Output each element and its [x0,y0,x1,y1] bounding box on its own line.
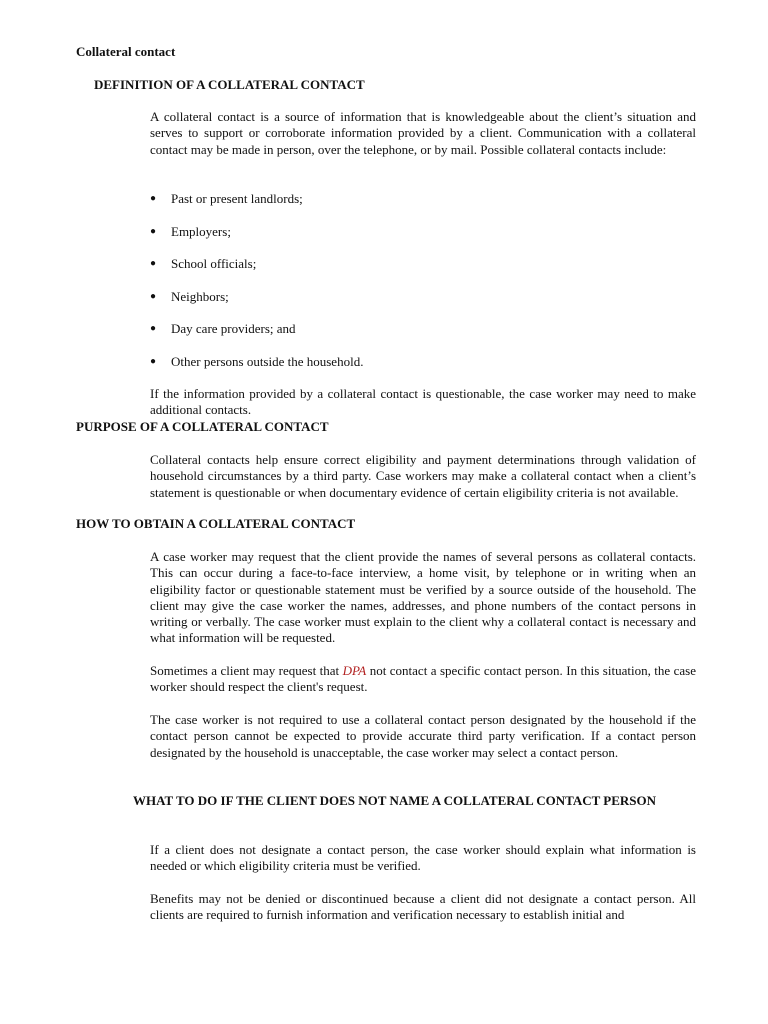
bullet-icon: ● [150,225,157,237]
how-to-paragraph-3: The case worker is not required to use a collateral contact person designated by the household if the contact person cannot be expected to provide accurate third party verification. If a contact person designated by the household is unacceptable, the case worker may select a contact person. [150,712,696,760]
list-item: ● Employers; [150,223,231,239]
purpose-heading: PURPOSE OF A COLLATERAL CONTACT [76,419,329,434]
list-item: ● School officials; [150,256,257,272]
list-item: ● Day care providers; and [150,321,296,337]
collateral-contact-list [150,191,363,387]
definition-intro: A collateral contact is a source of information that is knowledgeable about the client’s situation and serves to support or corroborate information provided by a client. Communication with a collateral contact may be made in person, over the telephone, or by mail. Possible collateral contacts include: [150,109,696,157]
bullet-icon: ● [150,290,157,302]
list-item: ● Other persons outside the household. [150,353,364,369]
bullet-icon: ● [150,193,157,204]
definition-heading: DEFINITION OF A COLLATERAL CONTACT [94,77,365,92]
no-name-heading: WHAT TO DO IF THE CLIENT DOES NOT NAME A COLLATERAL CONTACT PERSON [133,793,657,808]
list-item: ● Neighbors; [150,288,229,304]
bullet-icon: ● [150,258,157,270]
definition-closing: If the information provided by a collateral contact is questionable, the case worker may need to make additional contacts. [150,386,696,418]
how-to-paragraph-2: Sometimes a client may request that DPA not contact a specific contact person. In this situation, the case worker should respect the client's request. [150,663,696,695]
how-to-heading: HOW TO OBTAIN A COLLATERAL CONTACT [76,516,356,531]
dpa-link[interactable]: DPA [342,663,367,678]
document-title: Collateral contact [76,44,176,59]
list-item: ● Past or present landlords; [150,191,303,206]
purpose-text: Collateral contacts help ensure correct eligibility and payment determinations through validation of household circumstances by a third party. Case workers may make a collateral contact when a client’s statement is questionable or when documentary evidence of certain eligibility criteria is not available. [150,452,696,500]
bullet-icon: ● [150,355,157,367]
how-to-paragraph-1: A case worker may request that the client provide the names of several persons as collateral contacts. This can occur during a face-to-face interview, a home visit, by telephone or in writing when an eligibility factor or questionable statement must be verified by a source outside of the household. The client may give the case worker the names, addresses, and phone numbers of the contact persons in writing or verbally. The case worker must explain to the client why a collateral contact is necessary and what information will be requested. [150,549,696,646]
bullet-icon: ● [150,323,157,335]
no-name-paragraph-2: Benefits may not be denied or discontinued because a client did not designate a contact person. All clients are required to furnish information and verification necessary to establish initial and [150,891,696,923]
no-name-paragraph-1: If a client does not designate a contact person, the case worker should explain what information is needed or which eligibility criteria must be verified. [150,842,696,874]
